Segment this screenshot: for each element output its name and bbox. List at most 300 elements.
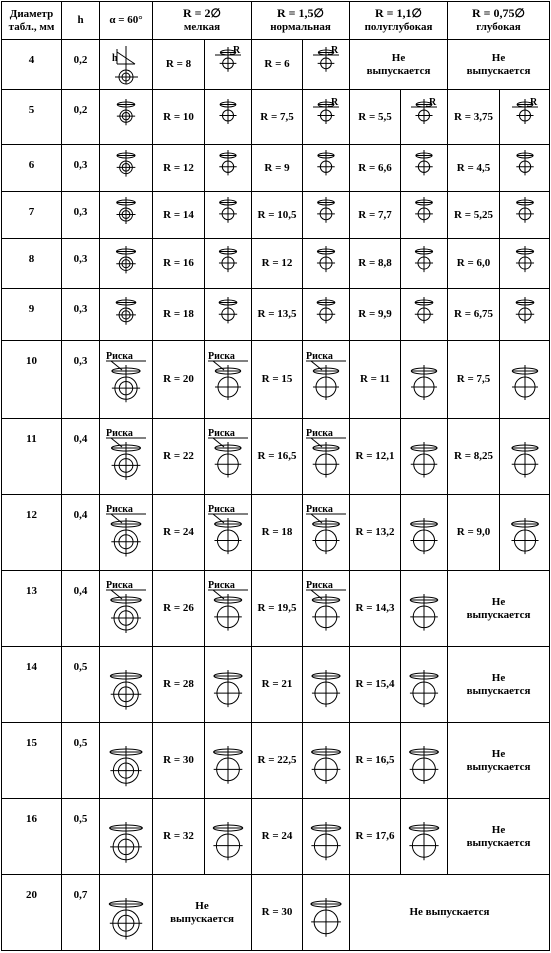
r-value-cell [252,192,303,239]
lens-profile-icon [407,294,441,336]
diameter-value: 14 [26,661,37,673]
diameter-value: 9 [28,303,35,315]
r-value: R = 13,2 [355,526,395,539]
lens-profile-icon [309,44,343,86]
alpha-cell [100,799,153,875]
profile-cell [303,145,350,192]
profile-cell [205,419,252,495]
table-row [2,40,550,90]
lens-profile-icon [205,807,251,867]
svg-text:Риска: Риска [208,427,235,439]
lens-profile-icon [502,427,548,487]
lens-profile-icon [309,243,343,285]
h-value: 0,5 [73,737,88,749]
lens-profile-icon [309,147,343,189]
header-row [2,2,550,40]
r-value-cell [252,495,303,571]
h-value: 0,3 [73,303,88,315]
header-group-deep [448,2,550,40]
profile-cell [303,723,350,799]
r-value-cell [448,145,500,192]
profile-cell [500,239,550,289]
profile-cell [401,341,448,419]
h-cell [62,289,100,341]
profile-cell [303,289,350,341]
profile-cell [500,341,550,419]
table-row [2,341,550,419]
alpha-cell [100,647,153,723]
r-value: R = 9,9 [358,308,392,321]
r-value: R = 5,25 [454,208,493,221]
r-value: R = 18 [261,526,293,539]
r-value-cell [252,239,303,289]
lens-profile-icon [508,96,542,138]
diameter-value: 5 [28,104,35,116]
header-group-fine-name: мелкая [183,21,221,34]
h-cell [62,799,100,875]
lens-profile-icon [303,503,349,563]
profile-cell [500,90,550,145]
lens-profile-icon [407,194,441,236]
r-value: R = 8,8 [358,257,392,270]
r-value-cell [252,289,303,341]
profile-cell [303,799,350,875]
diameter-value: 6 [28,159,35,171]
lens-profile-icon [109,243,143,285]
svg-text:h: h [112,52,118,64]
r-value-cell [350,239,401,289]
alpha-cell [100,495,153,571]
header-group-semideep-name: полуглубокая [364,21,433,34]
h-value: 0,3 [73,159,88,171]
profile-cell [500,289,550,341]
diameter-cell [2,419,62,495]
r-value: R = 26 [163,602,194,615]
r-value-cell [448,341,500,419]
diameter-cell [2,239,62,289]
h-cell [62,341,100,419]
not-produced-line2: выпускается [170,912,234,925]
diameter-value: 20 [26,889,37,901]
r-value: R = 10,5 [257,208,297,221]
lens-profile-icon [103,427,149,487]
svg-text:Риска: Риска [208,350,235,362]
lens-profile-icon [401,427,447,487]
diameter-value: 12 [26,509,37,521]
profile-cell [303,239,350,289]
lens-profile-icon [407,147,441,189]
r-value: R = 30 [261,906,293,919]
lens-profile-icon [508,243,542,285]
not-produced-line1: Не [391,51,406,64]
r-value: R = 11 [359,373,391,386]
lens-profile-icon [303,807,349,867]
h-value: 0,3 [73,355,88,367]
lens-profile-icon [103,883,149,943]
h-cell [62,90,100,145]
lens-profile-icon [211,147,245,189]
r-value: R = 14,3 [355,602,395,615]
alpha-cell [100,419,153,495]
alpha-cell [100,40,153,90]
r-value-cell [448,419,500,495]
diameter-cell [2,289,62,341]
h-cell [62,723,100,799]
lens-profile-icon [211,96,245,138]
header-group-deep-r: R = 0,75∅ [472,6,525,21]
profile-cell [500,145,550,192]
r-value-cell [153,90,205,145]
r-value-cell [153,419,205,495]
profile-cell [401,723,448,799]
r-value-cell [252,145,303,192]
r-value: R = 9,0 [456,526,491,539]
profile-cell [205,647,252,723]
profile-cell [401,90,448,145]
h-value: 0,4 [73,433,88,445]
table-row [2,145,550,192]
lens-profile-icon [303,427,349,487]
r-value-cell [350,647,401,723]
h-value: 0,2 [73,54,88,66]
r-value-cell [153,239,205,289]
r-value: R = 16,5 [257,450,297,463]
svg-text:R: R [233,44,241,56]
r-value-cell [350,145,401,192]
r-value: R = 24 [261,830,293,843]
lens-profile-icon [401,731,447,791]
h-value: 0,5 [73,661,88,673]
r-value: R = 8 [165,58,192,71]
h-value: 0,2 [73,104,88,116]
r-value: R = 30 [163,754,194,767]
lens-profile-icon [401,350,447,410]
not-produced-line2: выпускается [466,760,531,773]
svg-text:R: R [429,97,437,108]
not-produced-line2: выпускается [466,836,531,849]
lens-profile-icon [508,294,542,336]
r-value-cell [350,419,401,495]
profile-cell [205,495,252,571]
r-value-cell [350,723,401,799]
r-value-cell [252,723,303,799]
lens-profile-icon [401,579,447,639]
h-cell [62,647,100,723]
lens-profile-icon [401,655,447,715]
lens-profile-icon [401,807,447,867]
r-value: R = 22,5 [257,754,297,767]
lens-table [1,1,550,951]
r-value: R = 6,0 [456,257,491,270]
r-value-cell [350,799,401,875]
r-value: R = 19,5 [257,602,297,615]
lens-profile-icon [303,579,349,639]
table-row [2,239,550,289]
not-produced-line1: Не [491,595,506,608]
r-value: R = 24 [163,526,194,539]
table-row [2,875,550,951]
profile-cell [205,799,252,875]
r-value-cell [153,799,205,875]
r-value: R = 20 [163,373,194,386]
alpha-cell [100,289,153,341]
table-row [2,289,550,341]
h-value: 0,7 [73,889,88,901]
h-cell [62,192,100,239]
header-h: h [62,2,100,40]
diameter-cell [2,875,62,951]
diameter-cell [2,90,62,145]
profile-cell [303,192,350,239]
svg-text:Риска: Риска [106,350,133,362]
profile-cell [205,239,252,289]
profile-cell [205,289,252,341]
r-value: R = 9 [264,161,290,174]
h-cell [62,419,100,495]
h-value: 0,4 [73,509,88,521]
profile-cell [205,90,252,145]
profile-cell [303,495,350,571]
r-value-cell [448,90,500,145]
lens-profile-icon [303,350,349,410]
table-row [2,647,550,723]
profile-cell [500,192,550,239]
table-row [2,419,550,495]
not-produced-cell [350,40,448,90]
r-value-cell [448,239,500,289]
profile-cell [303,571,350,647]
r-value: R = 14 [163,208,194,221]
lens-profile-icon [109,96,143,138]
r-value: R = 15,4 [355,678,395,691]
header-diameter: Диаметр табл., мм [2,2,62,40]
table-row [2,192,550,239]
diameter-cell [2,799,62,875]
svg-text:Риска: Риска [106,579,133,591]
r-value-cell [153,145,205,192]
diameter-cell [2,495,62,571]
r-value-cell [252,40,303,90]
r-value-cell [153,723,205,799]
lens-profile-icon [109,194,143,236]
r-value: R = 21 [261,678,293,691]
svg-text:Риска: Риска [306,350,333,362]
r-value: R = 32 [163,830,194,843]
r-value: R = 16,5 [355,754,395,767]
r-value: R = 17,6 [355,830,395,843]
not-produced-cell [448,40,550,90]
diameter-cell [2,145,62,192]
lens-profile-icon [205,579,251,639]
profile-cell [401,289,448,341]
lens-profile-icon [211,194,245,236]
profile-cell [401,145,448,192]
svg-text:Риска: Риска [208,579,235,591]
not-produced-line1: Не [491,823,506,836]
svg-text:Риска: Риска [306,427,333,439]
r-value: R = 12,1 [355,450,395,463]
profile-cell [303,40,350,90]
table-row [2,799,550,875]
lens-profile-icon [211,294,245,336]
r-value-cell [448,495,500,571]
lens-profile-icon [309,96,343,138]
not-produced-line1: Не [491,671,506,684]
r-value: R = 13,5 [257,308,297,321]
lens-profile-icon [309,294,343,336]
diameter-value: 4 [28,54,35,66]
lens-profile-icon [103,350,149,410]
profile-cell [401,239,448,289]
r-value-cell [350,341,401,419]
diameter-value: 16 [26,813,37,825]
not-produced-cell [448,647,550,723]
lens-profile-icon [109,147,143,189]
diameter-value: 13 [26,585,37,597]
header-group-fine-r: R = 2∅ [183,6,221,21]
diameter-cell [2,647,62,723]
alpha-cell [100,341,153,419]
r-value: R = 6 [264,58,290,71]
r-value-cell [252,571,303,647]
profile-cell [205,145,252,192]
lens-profile-icon [407,96,441,138]
not-produced-line1: Не [491,747,506,760]
h-value: 0,4 [73,585,88,597]
header-group-fine [153,2,252,40]
header-group-semideep [350,2,448,40]
r-value-cell [153,571,205,647]
r-value: R = 10 [163,110,194,123]
header-group-normal [252,2,350,40]
lens-profile-icon [103,579,149,639]
header-group-normal-r: R = 1,5∅ [277,6,324,21]
svg-text:Риска: Риска [306,503,333,515]
r-value: R = 6,75 [454,308,493,321]
profile-cell [500,495,550,571]
lens-profile-icon [103,731,149,791]
r-value: R = 7,7 [358,208,392,221]
r-value-cell [252,419,303,495]
lens-profile-icon [401,503,447,563]
profile-cell [303,647,350,723]
r-value-cell [153,40,205,90]
lens-profile-icon [205,503,251,563]
svg-text:Риска: Риска [306,579,333,591]
lens-profile-icon [309,194,343,236]
table-row [2,90,550,145]
lens-profile-icon [205,427,251,487]
alpha-cell [100,723,153,799]
h-cell [62,145,100,192]
lens-profile-icon [205,655,251,715]
r-value-cell [448,289,500,341]
profile-cell [401,571,448,647]
r-value-cell [252,90,303,145]
lens-profile-icon [103,503,149,563]
lens-profile-icon [205,731,251,791]
diameter-value: 15 [26,737,37,749]
r-value-cell [350,192,401,239]
r-value-cell [153,192,205,239]
table-row [2,723,550,799]
r-value: R = 5,5 [358,110,392,123]
r-value: R = 16 [163,257,194,270]
lens-profile-icon [502,503,548,563]
svg-text:R: R [529,97,537,108]
table-row [2,495,550,571]
r-value: R = 12 [163,161,194,174]
r-value: R = 22 [163,450,194,463]
r-value: R = 12 [261,257,293,270]
svg-text:R: R [331,44,339,56]
diameter-cell [2,723,62,799]
not-produced-cell [350,875,550,951]
r-value-cell [350,495,401,571]
r-value-cell [252,647,303,723]
not-produced-cell [448,799,550,875]
r-value-cell [350,90,401,145]
r-value: R = 7,5 [456,373,491,386]
h-cell [62,40,100,90]
profile-cell [205,40,252,90]
lens-profile-icon [508,147,542,189]
not-produced-line1: Не [491,51,506,64]
diameter-cell [2,341,62,419]
profile-cell [401,647,448,723]
lens-profile-icon [508,194,542,236]
lens-profile-icon [205,350,251,410]
h-value: 0,5 [73,813,88,825]
lens-profile-icon [303,731,349,791]
alpha-profile-icon [109,44,143,86]
r-value-cell [153,341,205,419]
r-value-cell [448,192,500,239]
profile-cell [205,571,252,647]
not-produced-line2: выпускается [366,64,431,77]
lens-profile-icon [103,807,149,867]
r-value: R = 28 [163,678,194,691]
not-produced-cell [448,571,550,647]
not-produced-line1: Не [195,899,209,912]
profile-cell [401,495,448,571]
table-row [2,571,550,647]
r-value-cell [153,647,205,723]
r-value-cell [350,289,401,341]
h-cell [62,495,100,571]
svg-text:Риска: Риска [106,503,133,515]
diameter-cell [2,192,62,239]
header-group-normal-name: нормальная [270,21,331,34]
h-cell [62,571,100,647]
svg-text:R: R [331,97,339,108]
r-value-cell [252,875,303,951]
not-produced-line2: выпускается [466,608,531,621]
lens-profile-icon [502,350,548,410]
diameter-value: 8 [28,253,35,265]
diameter-value: 10 [26,355,37,367]
header-alpha: α = 60° [100,2,153,40]
lens-profile-icon [109,294,143,336]
alpha-cell [100,571,153,647]
h-value: 0,3 [73,206,88,218]
alpha-cell [100,145,153,192]
r-value: R = 8,25 [454,450,493,463]
not-produced-line2: выпускается [466,64,531,77]
diameter-cell [2,571,62,647]
profile-cell [205,723,252,799]
h-value: 0,3 [73,253,88,265]
